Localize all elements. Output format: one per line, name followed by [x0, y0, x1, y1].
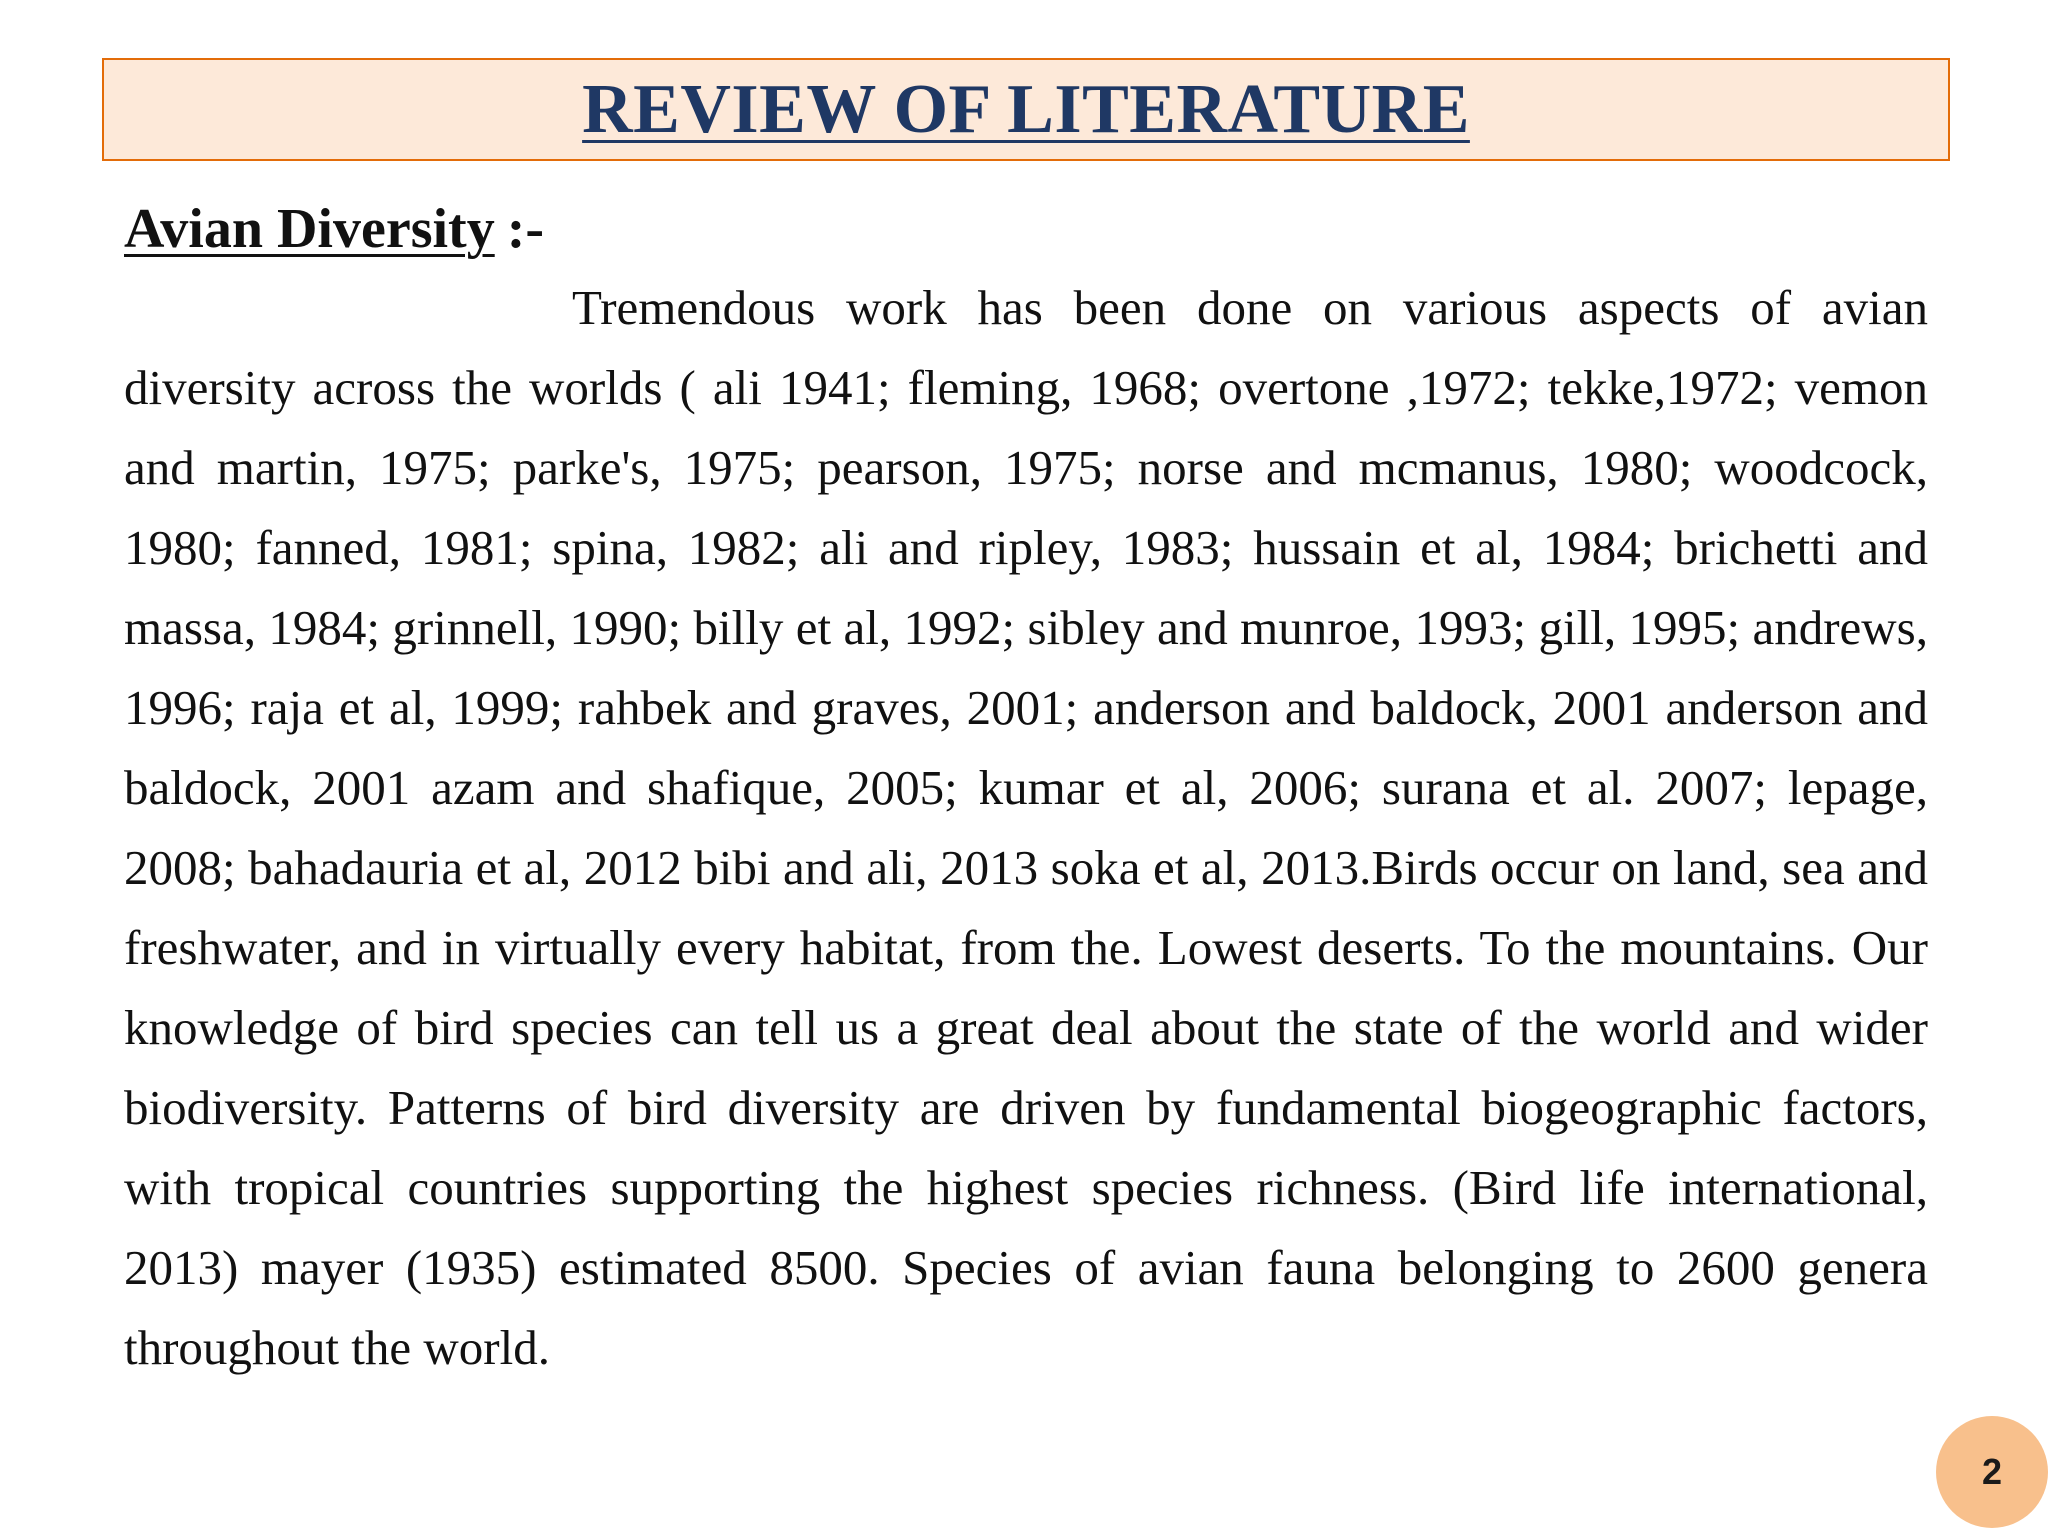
page-number-badge — [1936, 1416, 2048, 1528]
page-number: 2 — [1981, 1451, 2003, 1492]
section-heading-text: Avian Diversity — [124, 198, 495, 260]
body-paragraph: Tremendous work has been done on various aspects of avian diversity across the worlds ( ali 1941; fleming, 1968; overtone ,1972; tekke,1972; vemon and martin, 1975; parke's, 1975; pearson, 1975; norse and mcmanus, 1980; woodcock, 1980; fanned, 1981; spina, 1982; ali and ripley, 1983; hussain et al, 1984; brichetti and massa, 1984; grinnell, 1990; billy et al, 1992; sibley and munroe, 1993; gill, 1995; andrews, 1996; raja et al, 1999; rahbek and graves, 2001; anderson and baldock, 2001 anderson and baldock, 2001 azam and shafique, 2005; kumar et al, 2006; surana et al. 2007; lepage, 2008; bahadauria et al, 2012 bibi and ali, 2013 soka et al, 2013.Birds occur on land, sea and freshwater, and in virtually every habitat, from the. Lowest deserts. To the mountains. Our knowledge of bird species can tell us a great deal about the state of the world and wider biodiversity. Patterns of bird diversity are driven by fundamental biogeographic factors, with tropical countries supporting the highest species richness. (Bird life international, 2013) mayer (1935) estimated 8500. Species of avian fauna belonging to 2600 genera throughout the world. — [124, 280, 1928, 1375]
slide-title: REVIEW OF LITERATURE — [582, 70, 1470, 148]
section-heading — [124, 194, 544, 264]
section-heading-suffix: :- — [506, 198, 544, 260]
title-banner — [102, 58, 1950, 161]
